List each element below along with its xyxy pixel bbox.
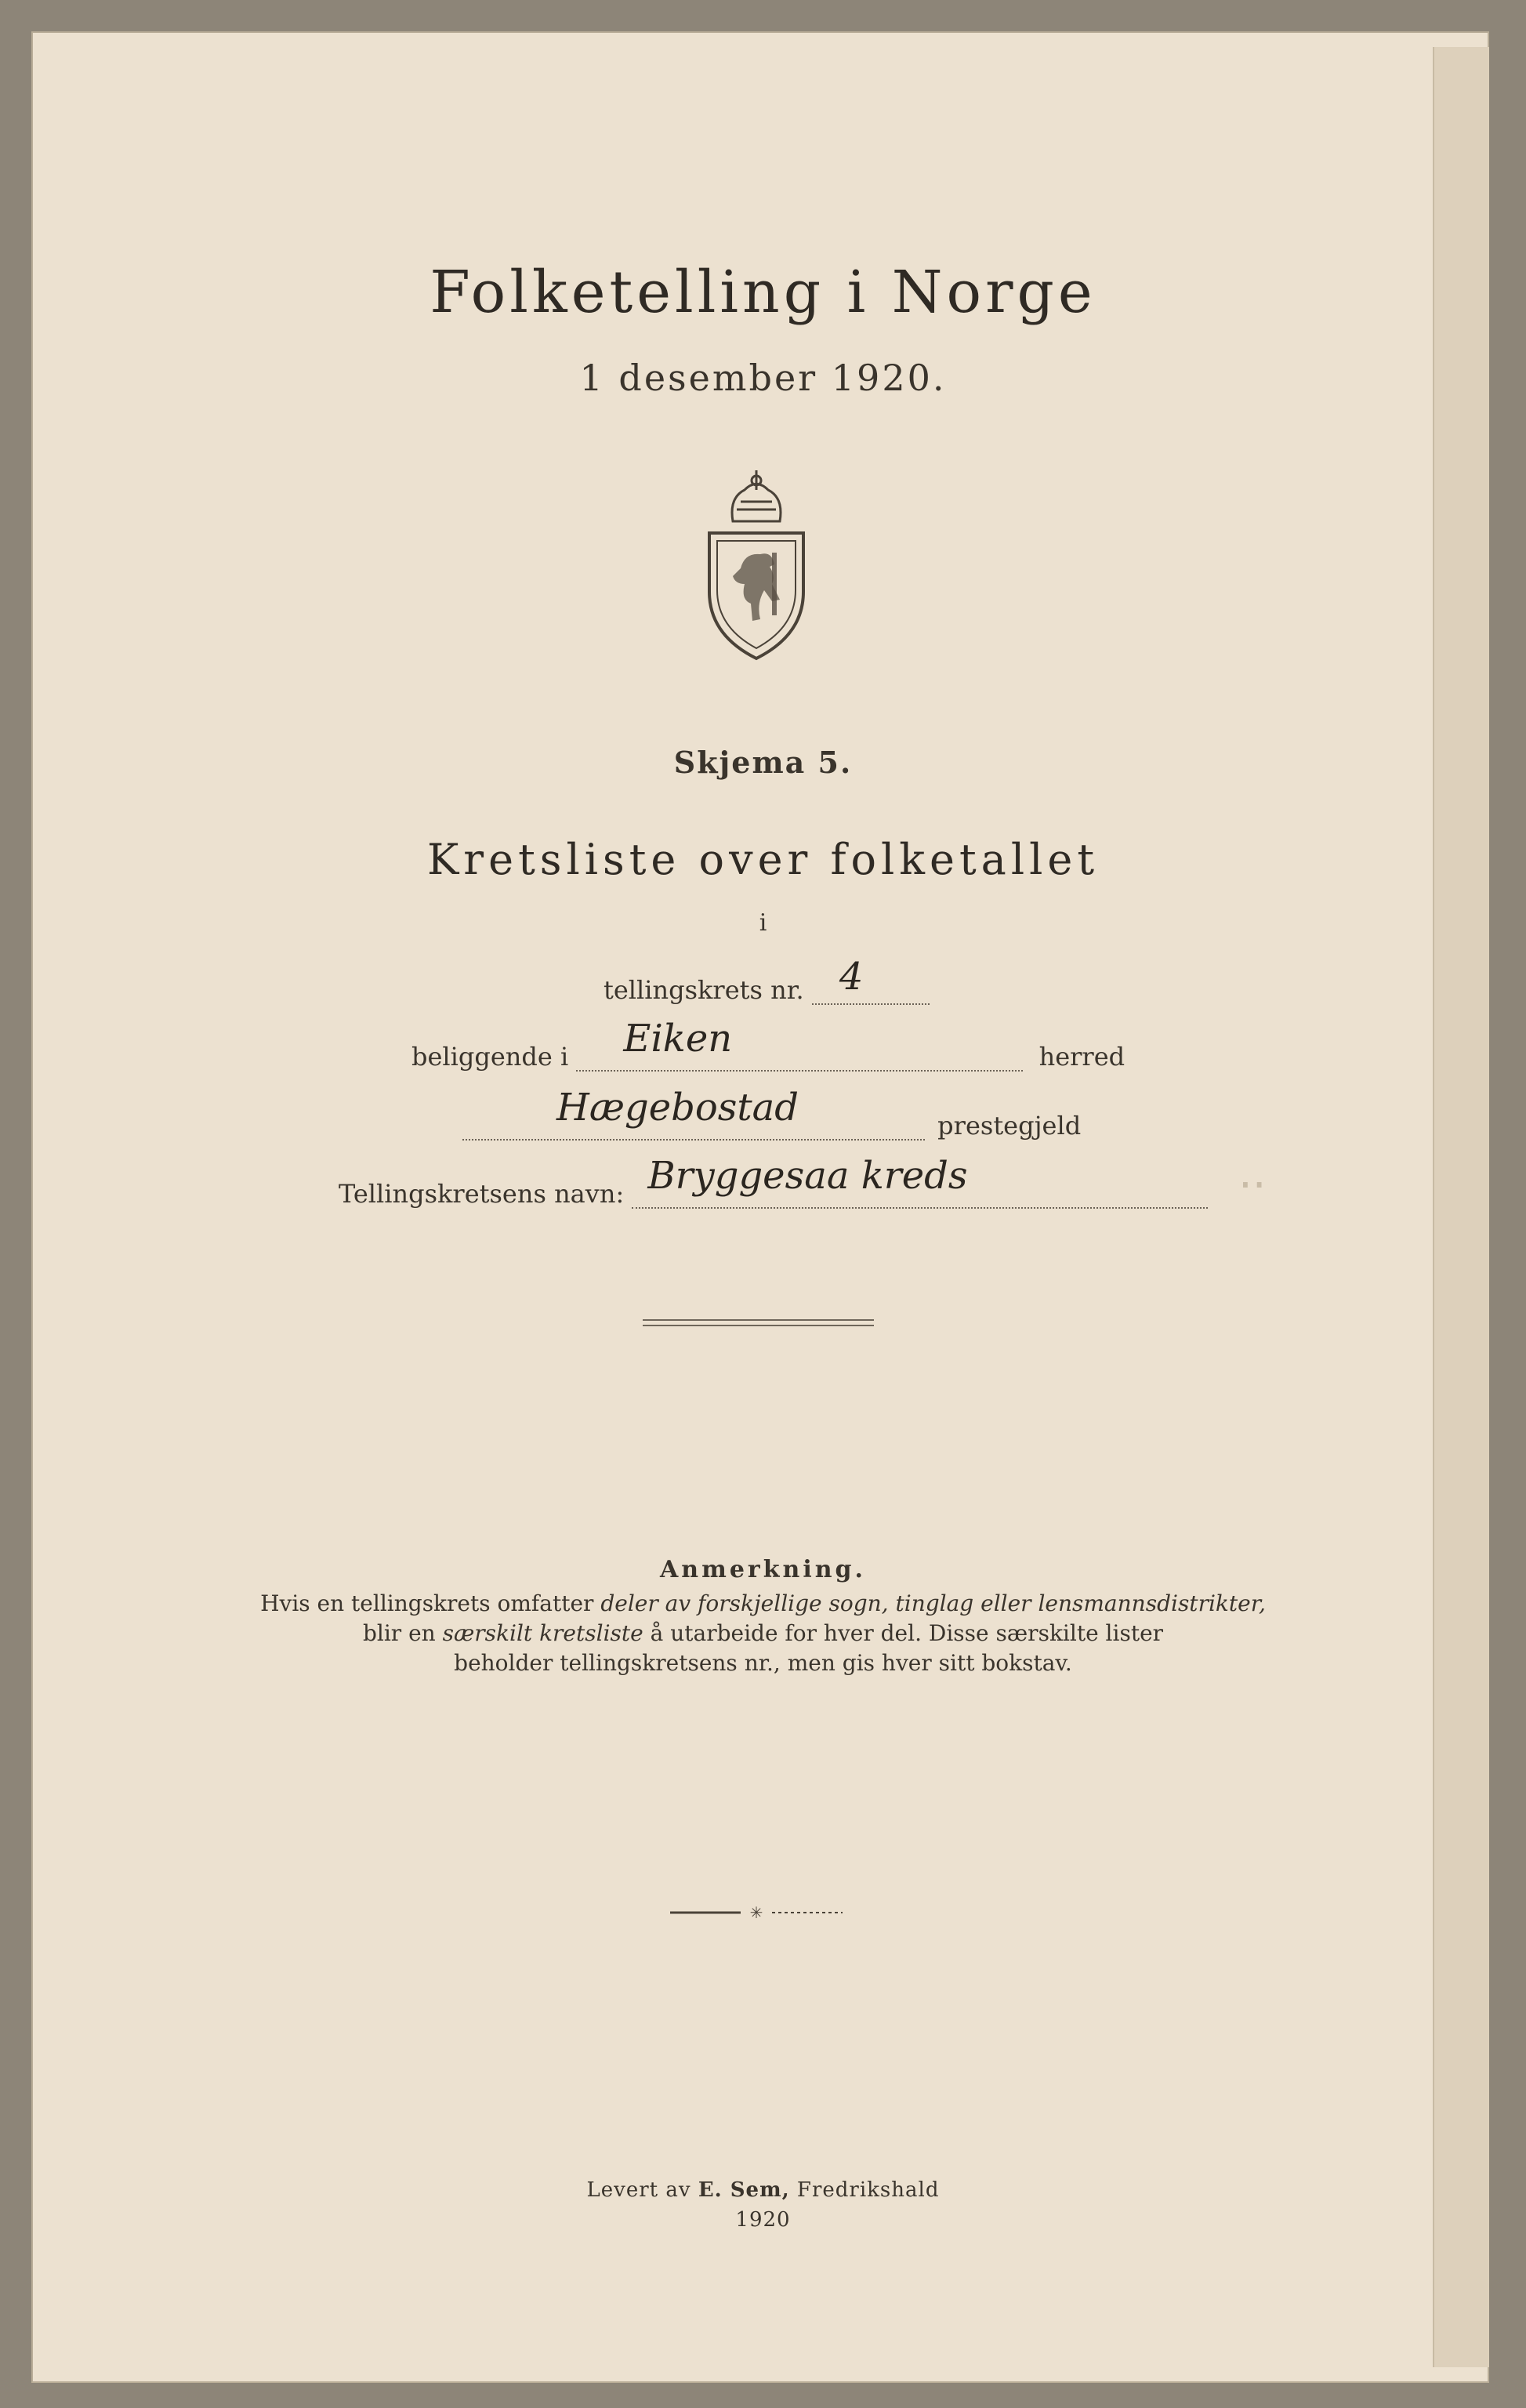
tellingskrets-label: tellingskrets nr.	[604, 975, 804, 1005]
prestegjeld-field	[462, 1086, 925, 1141]
note-line-2-text-c: å utarbeide for hver del. Disse særskilte lister	[643, 1620, 1164, 1646]
navn-row	[339, 1154, 1208, 1209]
prestegjeld-row	[462, 1086, 1082, 1141]
bleed-through-mark: ··	[1238, 1160, 1267, 1211]
printer-imprint	[0, 2175, 1526, 2235]
herred-value: Eiken	[623, 1017, 733, 1061]
printer-name: E. Sem,	[698, 2178, 790, 2202]
preposition-i: i	[759, 909, 767, 937]
note-title: Anmerkning.	[660, 1556, 866, 1583]
navn-value: Bryggesaa kreds	[647, 1154, 968, 1198]
navn-label: Tellingskretsens navn:	[339, 1179, 625, 1209]
note-line-1	[0, 1589, 1526, 1619]
prestegjeld-label: prestegjeld	[937, 1111, 1082, 1141]
ornament-divider-icon	[666, 1905, 846, 1920]
herred-row	[411, 1017, 1125, 1072]
document-title: Folketelling i Norge	[430, 259, 1096, 326]
document-date: 1 desember 1920.	[579, 357, 947, 399]
printer-prefix: Levert av	[586, 2178, 698, 2202]
printer-line	[0, 2175, 1526, 2205]
divider-rule	[643, 1325, 874, 1326]
note-line-2	[0, 1619, 1526, 1648]
beliggende-label: beliggende i	[411, 1042, 569, 1072]
note-line-1-emphasis: deler av forskjellige sogn, tinglag eller lensmannsdistrikter,	[600, 1590, 1266, 1616]
printer-year: 1920	[735, 2208, 791, 2232]
tellingskrets-row	[604, 955, 930, 1005]
tellingskrets-value: 4	[839, 955, 864, 999]
note-line-1-text: Hvis en tellingskrets omfatter	[260, 1590, 601, 1616]
prestegjeld-value: Hægebostad	[556, 1086, 799, 1130]
note-line-2-text-a: blir en	[362, 1620, 443, 1646]
tellingskrets-field	[812, 955, 930, 1005]
schema-number: Skjema 5.	[673, 745, 853, 780]
note-line-2-emphasis: særskilt kretsliste	[442, 1620, 643, 1646]
svg-text:✳: ✳	[749, 1905, 763, 1920]
note-line-3: beholder tellingskretsens nr., men gis hver sitt bokstav.	[454, 1650, 1072, 1676]
navn-field	[632, 1154, 1208, 1209]
divider-rule	[643, 1319, 874, 1321]
herred-label: herred	[1038, 1042, 1125, 1072]
herred-field	[576, 1017, 1023, 1072]
document-heading: Kretsliste over folketallet	[426, 835, 1100, 884]
norwegian-coat-of-arms-icon	[698, 466, 815, 662]
printer-place: Fredrikshald	[789, 2178, 940, 2202]
